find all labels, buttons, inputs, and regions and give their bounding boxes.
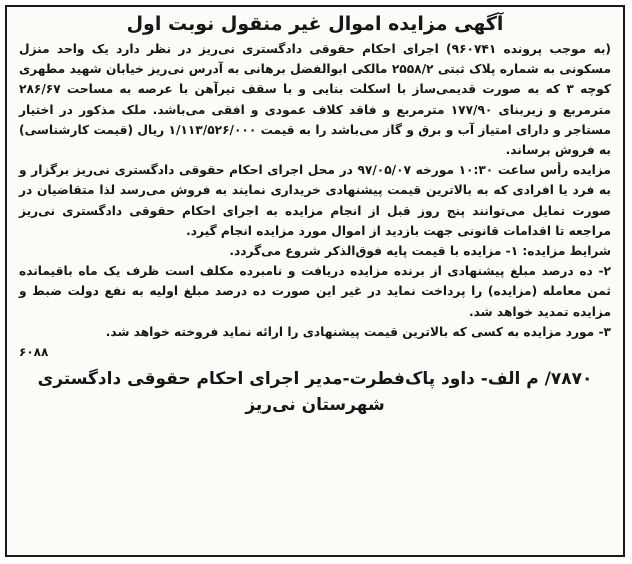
paragraph-condition-2: ۲- ده درصد مبلغ پیشنهادی از برنده مزایده دریافت و نامبرده مکلف است ظرف یک ماه باقیمانده ثمن معامله (مزایده) را پرداخت نماید در غیر این صورت ده درصد مبلغ اولیه به نفع دولت ضبط و مزایده تمدید خواهد شد. xyxy=(19,264,611,319)
notice-body xyxy=(19,39,611,342)
signature-city: شهرستان نی‌ریز xyxy=(245,395,385,416)
auction-notice xyxy=(5,5,625,557)
paragraph-condition-1: شرایط مزایده: ۱- مزایده با قیمت پایه فوق‌الذکر شروع می‌گردد. xyxy=(229,244,611,259)
notice-code: ۶۰۸۸ xyxy=(19,345,49,360)
notice-title: آگهی مزایده اموال غیر منقول نوبت اول xyxy=(126,13,504,35)
signature-line: ۷۸۷۰/ م الف- داود پاک‌فطرت-مدیر اجرای احکام حقوقی دادگستری xyxy=(37,369,593,390)
paragraph-schedule: مزایده رأس ساعت ۱۰:۳۰ مورخه ۹۷/۰۵/۰۷ در محل اجرای احکام حقوقی دادگستری نی‌ریز برگزار و به فرد یا افرادی که به بالاترین قیمت پیشنهادی خریداری نمایند به فروش می‌رسد لذا متقاضیان در صورت تمایل می‌توانند پنج روز قبل از انجام مزایده به اجرای احکام حقوقی دادگستری نی‌ریز مراجعه تا اقدامات قانونی جهت بازدید از اموال مورد مزایده انجام گیرد. xyxy=(19,163,611,238)
paragraph-condition-3: ۳- مورد مزایده به کسی که بالاترین قیمت پیشنهادی را ارائه نماید فروخته خواهد شد. xyxy=(105,324,611,339)
paragraph-intro: (به موجب پرونده ۹۶۰۷۴۱) اجرای احکام حقوقی دادگستری نی‌ریز در نظر دارد یک واحد منزل مسکونی به شماره پلاک ثبتی ۲۵۵۸/۲ مالکی ابوالفضل برهانی به آدرس نی‌ریز خیابان شهید مطهری کوچه ۳ که به صورت قدیمی‌ساز با اسکلت بنایی و با سقف تیرآهن با عرصه به مساحت ۲۸۶/۶۷ مترمربع و زیربنای ۱۷۷/۹۰ مترمربع و فاقد کلاف عمودی و افقی می‌باشد. ملک مذکور در اختیار مستاجر و دارای امتیاز آب و برق و گاز می‌باشد را به قیمت ۱/۱۱۳/۵۲۶/۰۰۰ ریال (قیمت کارشناسی) به فروش برساند. xyxy=(19,42,612,158)
